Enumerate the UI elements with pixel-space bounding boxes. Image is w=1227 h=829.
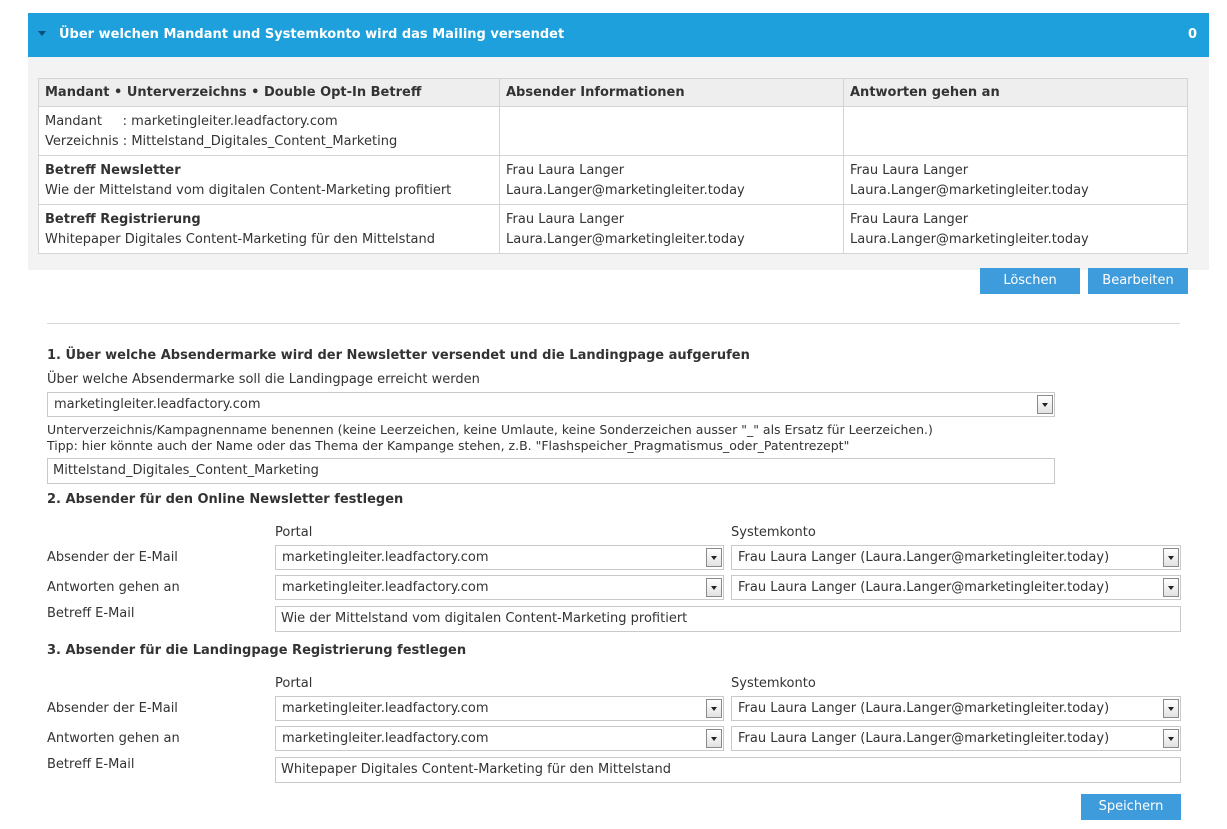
column-header: Absender Informationen [500, 79, 844, 107]
sender-name: Frau Laura Langer [506, 163, 625, 178]
subject-label: Betreff E-Mail [47, 757, 135, 772]
newsletter-sender-cell [500, 156, 844, 205]
registration-reply-portal-select[interactable] [275, 726, 724, 751]
registration-subject-text: Whitepaper Digitales Content-Marketing für den Mittelstand [45, 232, 435, 247]
sender-email: Laura.Langer@marketingleiter.today [506, 183, 745, 198]
newsletter-subject-title: Betreff Newsletter [45, 163, 181, 178]
reply-label: Antworten gehen an [47, 580, 180, 595]
select-value: marketingleiter.leadfactory.com [282, 731, 489, 746]
sender-email: Laura.Langer@marketingleiter.today [506, 232, 745, 247]
select-value: marketingleiter.leadfactory.com [282, 550, 489, 565]
select-value: Frau Laura Langer (Laura.Langer@marketingleiter.today) [738, 580, 1110, 595]
section-header-title: Über welchen Mandant und Systemkonto wird das Mailing versendet [59, 27, 565, 42]
select-value: marketingleiter.leadfactory.com [282, 701, 489, 716]
portal-column-label: Portal [275, 676, 313, 691]
newsletter-reply-cell [844, 156, 1188, 205]
newsletter-reply-account-select[interactable] [731, 575, 1181, 600]
sender-name: Frau Laura Langer [506, 212, 625, 227]
folder-input[interactable]: Mittelstand_Digitales_Content_Marketing [47, 458, 1055, 484]
brand-select-value: marketingleiter.leadfactory.com [54, 397, 261, 412]
newsletter-subject-cell [39, 156, 500, 205]
collapse-caret-icon[interactable] [38, 31, 46, 36]
newsletter-sender-account-select[interactable] [731, 545, 1181, 570]
registration-sender-cell [500, 205, 844, 254]
chevron-down-icon[interactable] [706, 548, 722, 567]
chevron-down-icon[interactable] [706, 578, 722, 597]
reply-email: Laura.Langer@marketingleiter.today [850, 232, 1089, 247]
mandant-line: Mandant : marketingleiter.leadfactory.com [45, 114, 338, 129]
section-header-bar[interactable] [28, 13, 1209, 57]
select-value: Frau Laura Langer (Laura.Langer@marketingleiter.today) [738, 701, 1110, 716]
chevron-down-icon[interactable] [1037, 395, 1053, 414]
section2-title: 2. Absender für den Online Newsletter festlegen [47, 492, 404, 507]
select-value: Frau Laura Langer (Laura.Langer@marketingleiter.today) [738, 550, 1110, 565]
reply-name: Frau Laura Langer [850, 163, 969, 178]
reply-email: Laura.Langer@marketingleiter.today [850, 183, 1089, 198]
mandant-cell [39, 107, 500, 156]
folder-hint: Unterverzeichnis/Kampagnenname benennen (keine Leerzeichen, keine Umlaute, keine Sonderzeichen ausser "_" als Ersatz für Leerzeichen.) [47, 422, 933, 437]
chevron-down-icon[interactable] [1163, 699, 1179, 718]
brand-select[interactable] [47, 392, 1055, 417]
edit-button[interactable]: Bearbeiten [1088, 268, 1188, 294]
registration-subject-cell [39, 205, 500, 254]
subject-label: Betreff E-Mail [47, 606, 135, 621]
column-header: Mandant • Unterverzeichns • Double Opt-In Betreff [39, 79, 500, 107]
newsletter-subject-text: Wie der Mittelstand vom digitalen Content-Marketing profitiert [45, 183, 452, 198]
folder-tip: Tipp: hier könnte auch der Name oder das Thema der Kampange stehen, z.B. "Flashspeicher_Pragmatismus_oder_Patentrezept" [47, 438, 850, 453]
account-column-label: Systemkonto [731, 525, 816, 540]
delete-button[interactable]: Löschen [980, 268, 1080, 294]
newsletter-sender-portal-select[interactable] [275, 545, 724, 570]
section-header-count: 0 [1187, 27, 1197, 42]
empty-cell [500, 107, 844, 156]
registration-sender-account-select[interactable] [731, 696, 1181, 721]
newsletter-reply-portal-select[interactable] [275, 575, 724, 600]
table-row [39, 156, 1188, 205]
select-value: marketingleiter.leadfactory.com [282, 580, 489, 595]
registration-subject-input[interactable]: Whitepaper Digitales Content-Marketing für den Mittelstand [275, 757, 1181, 783]
table-row [39, 205, 1188, 254]
registration-sender-portal-select[interactable] [275, 696, 724, 721]
registration-reply-cell [844, 205, 1188, 254]
section3-title: 3. Absender für die Landingpage Registrierung festlegen [47, 643, 467, 658]
select-value: Frau Laura Langer (Laura.Langer@marketingleiter.today) [738, 731, 1110, 746]
table-row [39, 107, 1188, 156]
chevron-down-icon[interactable] [1163, 729, 1179, 748]
chevron-down-icon[interactable] [1163, 548, 1179, 567]
divider [47, 323, 1180, 324]
directory-line: Verzeichnis : Mittelstand_Digitales_Content_Marketing [45, 134, 398, 149]
chevron-down-icon[interactable] [706, 699, 722, 718]
summary-header-row [39, 79, 1188, 107]
newsletter-subject-input[interactable]: Wie der Mittelstand vom digitalen Content-Marketing profitiert [275, 606, 1181, 632]
empty-cell [844, 107, 1188, 156]
brand-label: Über welche Absendermarke soll die Landingpage erreicht werden [47, 372, 480, 387]
chevron-down-icon[interactable] [1163, 578, 1179, 597]
summary-table [38, 78, 1188, 254]
sender-label: Absender der E-Mail [47, 701, 178, 716]
registration-reply-account-select[interactable] [731, 726, 1181, 751]
save-button[interactable]: Speichern [1081, 794, 1181, 820]
account-column-label: Systemkonto [731, 676, 816, 691]
registration-subject-title: Betreff Registrierung [45, 212, 201, 227]
portal-column-label: Portal [275, 525, 313, 540]
sender-label: Absender der E-Mail [47, 550, 178, 565]
reply-name: Frau Laura Langer [850, 212, 969, 227]
column-header: Antworten gehen an [844, 79, 1188, 107]
section1-title: 1. Über welche Absendermarke wird der Newsletter versendet und die Landingpage aufgerufen [47, 348, 750, 363]
chevron-down-icon[interactable] [706, 729, 722, 748]
reply-label: Antworten gehen an [47, 731, 180, 746]
